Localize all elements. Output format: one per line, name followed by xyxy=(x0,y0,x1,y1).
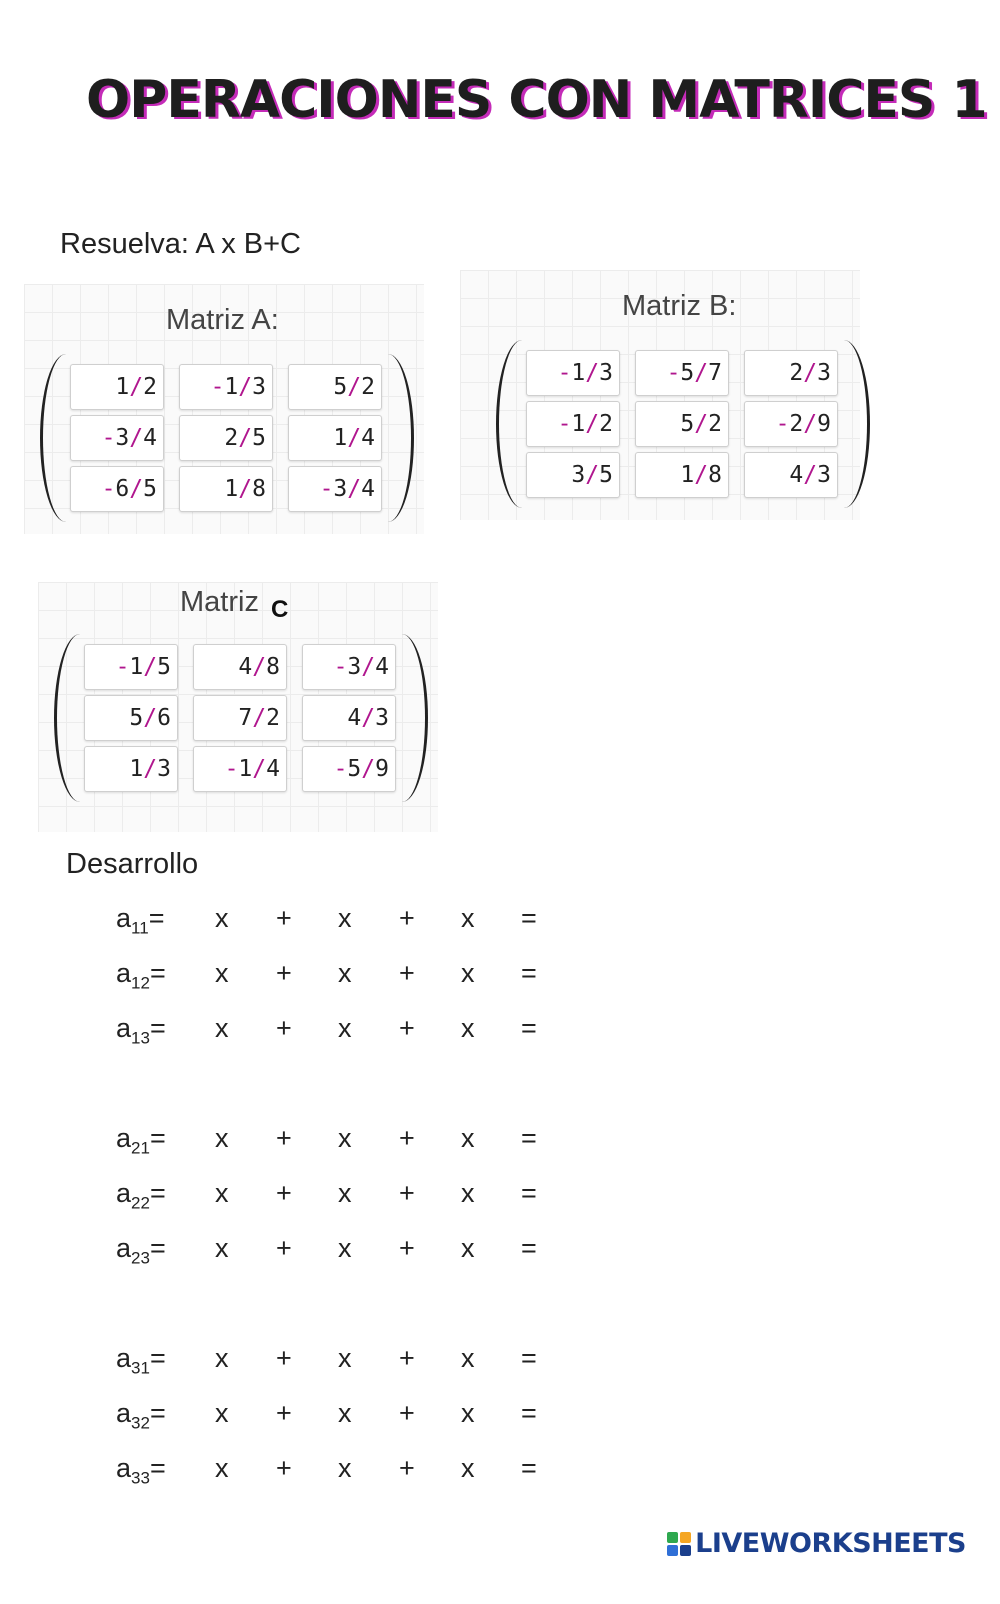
matrix-cell: - 1 / 5 xyxy=(84,644,178,690)
matrix-cell: 7 / 2 xyxy=(193,695,287,741)
times-sign: x xyxy=(215,1398,229,1428)
plus-sign: + xyxy=(276,958,292,988)
equals-sign: = xyxy=(521,1123,537,1153)
times-sign: x xyxy=(338,958,352,988)
matrix-title xyxy=(622,290,736,323)
matrix-cell: 1 / 3 xyxy=(84,746,178,792)
matrix-cell: 4 / 8 xyxy=(193,644,287,690)
times-sign: x xyxy=(461,1123,475,1153)
matrix-cell: - 1 / 3 xyxy=(179,364,273,410)
plus-sign: + xyxy=(399,1123,415,1153)
plus-sign: + xyxy=(399,1233,415,1263)
equals-sign: = xyxy=(521,903,537,933)
matrix-cell: 3 / 5 xyxy=(526,452,620,498)
equation-row xyxy=(0,903,600,943)
plus-sign: + xyxy=(399,903,415,933)
matrix-cell: - 1 / 2 xyxy=(526,401,620,447)
element-label: $a_{23}=$ xyxy=(116,1233,166,1268)
worksheet-title: OPERACIONES CON MATRICES 1 xyxy=(86,70,987,130)
element-label: $a_{32}=$ xyxy=(116,1398,166,1433)
logo-square xyxy=(667,1532,678,1543)
plus-sign: + xyxy=(276,1123,292,1153)
times-sign: x xyxy=(461,1453,475,1483)
matrix-cell: 5 / 6 xyxy=(84,695,178,741)
equation-row xyxy=(0,958,600,998)
matrix-cell: 2 / 5 xyxy=(179,415,273,461)
times-sign: x xyxy=(215,903,229,933)
times-sign: x xyxy=(338,903,352,933)
equation-row xyxy=(0,1453,600,1493)
development-title: Desarrollo xyxy=(66,848,199,880)
logo-square xyxy=(667,1545,678,1556)
element-label: $a_{33}=$ xyxy=(116,1453,166,1488)
plus-sign: + xyxy=(399,1398,415,1428)
matrix-grid xyxy=(70,364,382,512)
times-sign: x xyxy=(215,1013,229,1043)
liveworksheets-logo xyxy=(667,1528,966,1559)
matrix-cell: 1 / 8 xyxy=(179,466,273,512)
matrix-grid xyxy=(84,644,396,792)
matrix-cell: - 5 / 9 xyxy=(302,746,396,792)
matrix-cell: - 5 / 7 xyxy=(635,350,729,396)
plus-sign: + xyxy=(399,1343,415,1373)
times-sign: x xyxy=(461,1233,475,1263)
times-sign: x xyxy=(338,1398,352,1428)
times-sign: x xyxy=(338,1343,352,1373)
matrix-cell: - 6 / 5 xyxy=(70,466,164,512)
plus-sign: + xyxy=(399,958,415,988)
matrix-cell: 5 / 2 xyxy=(288,364,382,410)
matrix-label: Matriz A: xyxy=(166,304,279,336)
times-sign: x xyxy=(461,1013,475,1043)
plus-sign: + xyxy=(276,903,292,933)
matrix-1 xyxy=(24,284,424,534)
logo-square xyxy=(680,1532,691,1543)
matrix-cell: 1 / 4 xyxy=(288,415,382,461)
plus-sign: + xyxy=(399,1453,415,1483)
logo-square xyxy=(680,1545,691,1556)
element-label: $a_{22}=$ xyxy=(116,1178,166,1213)
element-label: $a_{11}=$ xyxy=(116,903,165,938)
element-label: $a_{13}=$ xyxy=(116,1013,166,1048)
matrix-title xyxy=(166,304,279,337)
plus-sign: + xyxy=(276,1343,292,1373)
equation-row xyxy=(0,1233,600,1273)
matrix-cell: - 1 / 4 xyxy=(193,746,287,792)
plus-sign: + xyxy=(399,1013,415,1043)
logo-text: LIVEWORKSHEETS xyxy=(695,1528,966,1559)
equals-sign: = xyxy=(521,1013,537,1043)
left-parenthesis xyxy=(40,354,66,522)
times-sign: x xyxy=(338,1013,352,1043)
element-label: $a_{31}=$ xyxy=(116,1343,166,1378)
times-sign: x xyxy=(461,1398,475,1428)
times-sign: x xyxy=(338,1233,352,1263)
equation-row xyxy=(0,1123,600,1163)
plus-sign: + xyxy=(276,1398,292,1428)
matrix-cell: 1 / 2 xyxy=(70,364,164,410)
equation-row xyxy=(0,1013,600,1053)
matrix-cell: 1 / 8 xyxy=(635,452,729,498)
matrix-cell: - 1 / 3 xyxy=(526,350,620,396)
matrix-cell: - 3 / 4 xyxy=(302,644,396,690)
plus-sign: + xyxy=(276,1013,292,1043)
matrix-2 xyxy=(460,270,860,520)
matrix-title xyxy=(180,586,289,623)
times-sign: x xyxy=(461,1343,475,1373)
times-sign: x xyxy=(338,1123,352,1153)
plus-sign: + xyxy=(276,1178,292,1208)
times-sign: x xyxy=(461,1178,475,1208)
plus-sign: + xyxy=(276,1233,292,1263)
instruction-text: Resuelva: A x B+C xyxy=(60,228,301,260)
times-sign: x xyxy=(215,958,229,988)
right-parenthesis xyxy=(388,354,414,522)
element-label: $a_{21}=$ xyxy=(116,1123,166,1158)
times-sign: x xyxy=(215,1343,229,1373)
equals-sign: = xyxy=(521,1398,537,1428)
times-sign: x xyxy=(461,903,475,933)
times-sign: x xyxy=(215,1178,229,1208)
matrix-label: Matriz B: xyxy=(622,290,737,322)
left-parenthesis xyxy=(54,634,80,802)
times-sign: x xyxy=(215,1233,229,1263)
times-sign: x xyxy=(338,1178,352,1208)
element-label: $a_{12}=$ xyxy=(116,958,166,993)
equals-sign: = xyxy=(521,1178,537,1208)
right-parenthesis xyxy=(844,340,870,508)
logo-mark-icon xyxy=(667,1532,691,1556)
matrix-cell: - 3 / 4 xyxy=(288,466,382,512)
times-sign: x xyxy=(215,1123,229,1153)
equals-sign: = xyxy=(521,1233,537,1263)
matrix-cell: - 3 / 4 xyxy=(70,415,164,461)
equation-row xyxy=(0,1398,600,1438)
matrix-cell: 4 / 3 xyxy=(744,452,838,498)
plus-sign: + xyxy=(399,1178,415,1208)
matrix-cell: 5 / 2 xyxy=(635,401,729,447)
matrix-letter: C xyxy=(270,596,289,623)
matrix-label: Matriz xyxy=(180,586,259,618)
equals-sign: = xyxy=(521,1453,537,1483)
matrix-cell: 4 / 3 xyxy=(302,695,396,741)
matrix-grid xyxy=(526,350,838,498)
plus-sign: + xyxy=(276,1453,292,1483)
matrix-3 xyxy=(38,582,438,832)
times-sign: x xyxy=(338,1453,352,1483)
times-sign: x xyxy=(215,1453,229,1483)
equation-row xyxy=(0,1343,600,1383)
matrix-cell: 2 / 3 xyxy=(744,350,838,396)
matrix-cell: - 2 / 9 xyxy=(744,401,838,447)
times-sign: x xyxy=(461,958,475,988)
equals-sign: = xyxy=(521,958,537,988)
left-parenthesis xyxy=(496,340,522,508)
equals-sign: = xyxy=(521,1343,537,1373)
right-parenthesis xyxy=(402,634,428,802)
equation-row xyxy=(0,1178,600,1218)
